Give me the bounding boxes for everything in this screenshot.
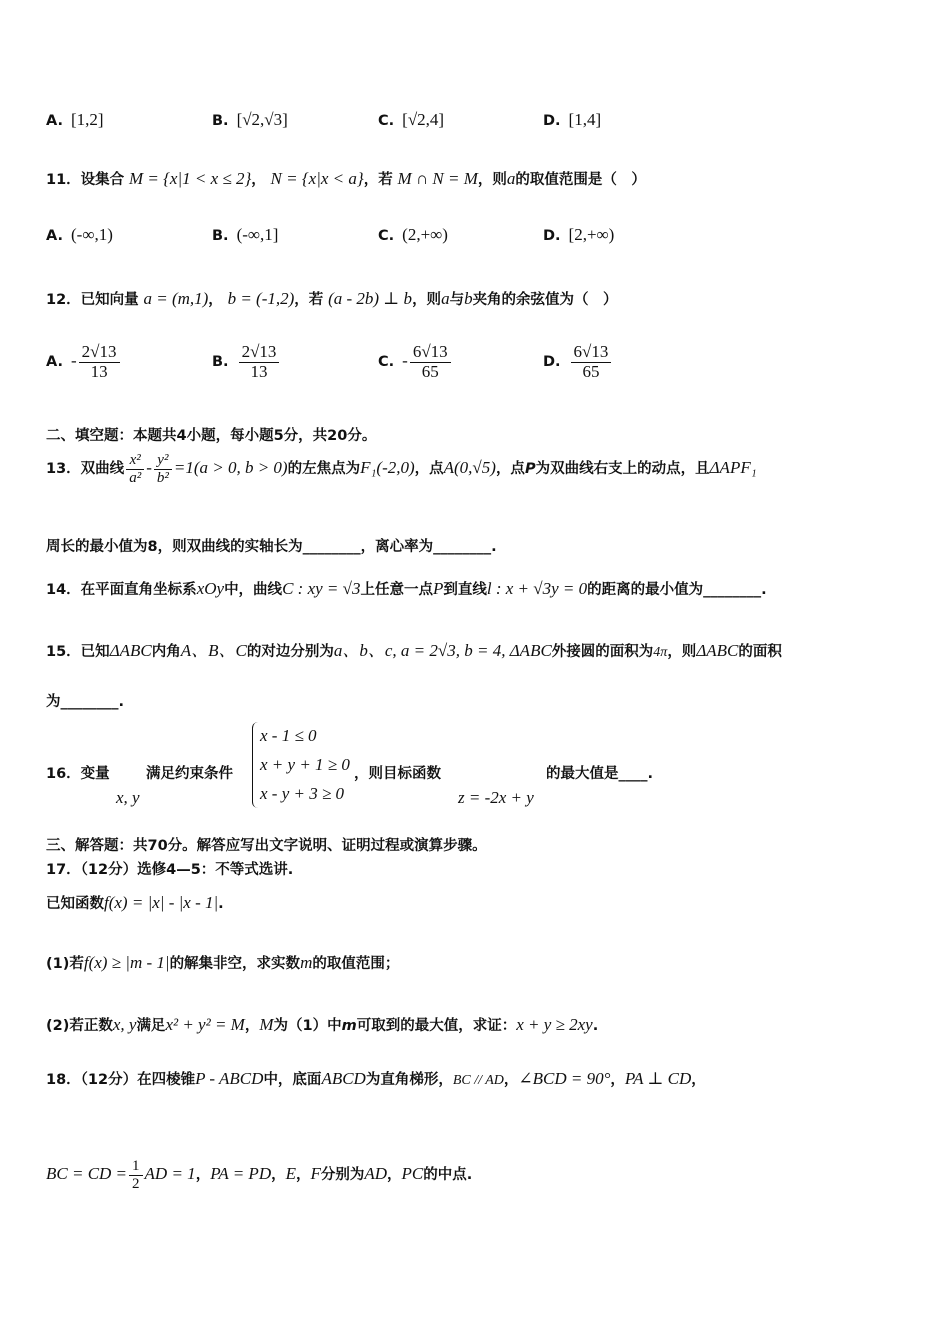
numerator: 6√13	[571, 343, 612, 363]
stem-text: ，点	[414, 461, 444, 477]
option-value: [1,4]	[568, 110, 602, 129]
stem-text: 的左焦点为	[287, 461, 361, 477]
stem-text: ，则	[477, 172, 507, 188]
q13-line-2: 周长的最小值为8，则双曲线的实轴长为________，离心率为________.	[46, 539, 497, 555]
stem-text: .	[218, 896, 224, 912]
coordinate-system: xOy	[196, 579, 225, 598]
fraction-x	[126, 452, 144, 486]
q16-variables: x, y	[116, 788, 140, 807]
separator: ，	[610, 1072, 625, 1088]
separator: ，	[271, 1167, 286, 1183]
half-fraction	[129, 1158, 143, 1192]
stem-text: 的对边分别为	[246, 644, 334, 660]
minus-sign: -	[146, 458, 152, 477]
point-f: F	[310, 1164, 321, 1183]
stem-text: ，若	[294, 292, 324, 308]
line-l: l : x + √3y = 0	[486, 579, 588, 598]
q16-number: 16．变量	[46, 766, 110, 782]
separator: ，	[208, 292, 223, 308]
inequality: x + y ≥ 2xy	[516, 1015, 593, 1034]
denominator: b²	[156, 469, 169, 486]
q10-option-c	[378, 110, 444, 130]
segment-pc: PC	[401, 1164, 424, 1183]
variable: a	[441, 289, 450, 308]
q15-stem	[46, 636, 910, 661]
stem-text: 的取值范围是（ ）	[515, 172, 646, 188]
part-label: (2)若正数	[46, 1018, 113, 1034]
stem-text: ，点	[495, 461, 525, 477]
option-label: C.	[378, 113, 395, 129]
numerator: 1	[129, 1158, 143, 1176]
point-p: P	[432, 579, 444, 598]
equation: =1(a > 0, b > 0)	[173, 458, 288, 477]
curve-c: C : xy = √3	[282, 579, 361, 598]
numerator: y²	[154, 452, 172, 470]
base: ABCD	[321, 1069, 366, 1088]
fraction-y	[154, 452, 172, 486]
option-label: D.	[543, 228, 561, 244]
separator: ，	[295, 1167, 311, 1183]
point-e: E	[285, 1164, 296, 1183]
numerator: 2√13	[79, 343, 120, 363]
option-label: A.	[46, 113, 63, 129]
q12-option-b	[212, 343, 281, 381]
q12-option-d	[543, 343, 613, 381]
stem-text: 外接圆的面积为	[551, 644, 654, 660]
variable: M	[259, 1015, 274, 1034]
set-m: M = {x|1 < x ≤ 2}	[128, 169, 252, 188]
option-value: [1,2]	[71, 110, 104, 129]
angle-condition: ∠BCD = 90°	[518, 1069, 611, 1088]
option-value: (-∞,1)	[71, 225, 113, 244]
option-label: A.	[46, 228, 63, 244]
angles: A、B、C	[180, 641, 247, 660]
stem-text: 分别为	[320, 1167, 365, 1183]
stem-text: 中，底面	[263, 1072, 322, 1088]
q16-text-3: 的最大值是____.	[546, 766, 654, 782]
option-label: B.	[212, 354, 229, 371]
option-value: (2,+∞)	[402, 225, 448, 244]
q11-option-d	[543, 225, 614, 245]
section-3-heading: 三、解答题：共70分。解答应写出文字说明、证明过程或演算步骤。	[46, 838, 487, 854]
part-label: (1)若	[46, 956, 84, 972]
area-value: 4π	[653, 645, 668, 660]
q18-line-2	[46, 1158, 910, 1192]
numerator: 6√13	[410, 343, 451, 363]
q10-option-d	[543, 110, 601, 130]
q12-number: 12．已知向量	[46, 292, 139, 308]
q16-text-2: ，则目标函数	[354, 766, 441, 782]
sides: a、b、c, a = 2√3, b = 4, ΔABC	[333, 641, 552, 660]
option-label: D.	[543, 354, 561, 371]
stem-text: 的中点.	[423, 1167, 473, 1183]
function-f: f(x) = |x| - |x - 1|	[104, 893, 219, 912]
option-sign: -	[71, 351, 77, 371]
option-fraction	[571, 343, 612, 381]
q16-text-1: 满足约束条件	[146, 766, 233, 782]
q12-option-c	[378, 343, 453, 381]
denominator: 65	[421, 361, 439, 381]
segment-ad: AD	[364, 1164, 388, 1183]
q11-number: 11．设集合	[46, 172, 125, 188]
constraint-3: x - y + 3 ≥ 0	[260, 784, 345, 803]
pyramid: P - ABCD	[195, 1069, 264, 1088]
point-a: A(0,√5)	[443, 458, 496, 477]
constraint-1: x - 1 ≤ 0	[260, 726, 317, 745]
stem-text: ，则	[412, 292, 442, 308]
stem-text: 为直角梯形，	[365, 1072, 453, 1088]
stem-text: ，若	[363, 172, 393, 188]
triangle: ΔAPF₁	[709, 458, 757, 477]
q11-stem	[46, 168, 910, 189]
stem-text: .	[592, 1018, 599, 1034]
stem-text: 为（1）中	[273, 1018, 342, 1034]
perpendicular-condition: PA ⊥ CD	[624, 1069, 692, 1088]
q18-stem	[46, 1068, 910, 1089]
stem-text: 到直线	[443, 582, 487, 598]
option-label: C.	[378, 354, 395, 371]
q10-option-a	[46, 110, 104, 130]
option-label: D.	[543, 113, 561, 129]
stem-text: 的解集非空，求实数	[169, 956, 301, 972]
q13-number: 13．双曲线	[46, 461, 125, 477]
condition: M ∩ N = M	[397, 169, 478, 188]
stem-text: 与	[449, 292, 465, 308]
separator: ，	[195, 1167, 211, 1183]
stem-text: 已知函数	[46, 896, 104, 912]
option-value: [√2,√3]	[236, 110, 288, 129]
set-n: N = {x|x < a}	[270, 169, 364, 188]
stem-text: 满足	[136, 1018, 166, 1034]
stem-text: 夹角的余弦值为（ ）	[472, 292, 618, 308]
point-p: P	[524, 461, 536, 477]
q17-part-1	[46, 952, 910, 973]
separator: ，	[503, 1072, 519, 1088]
denominator: 2	[132, 1175, 140, 1192]
option-value: [√2,4]	[402, 110, 445, 129]
equation-left: BC = CD =	[46, 1164, 128, 1183]
q17-part-2	[46, 1014, 910, 1035]
equation-right: AD = 1	[144, 1164, 196, 1183]
variable: a	[506, 169, 516, 188]
q12-stem	[46, 288, 910, 309]
option-label: C.	[378, 228, 395, 244]
separator: ，	[691, 1072, 706, 1088]
option-label: B.	[212, 113, 229, 129]
denominator: 13	[90, 361, 108, 381]
condition: (a - 2b) ⊥ b	[328, 289, 413, 308]
variable: m	[300, 953, 313, 972]
variables: x, y	[112, 1015, 137, 1034]
numerator: x²	[126, 452, 144, 470]
q13-stem	[46, 452, 910, 486]
q17-title: 17．（12分）选修4—5：不等式选讲.	[46, 862, 294, 878]
variable: m	[341, 1018, 357, 1034]
variable: b	[464, 289, 473, 308]
q11-option-b	[212, 225, 278, 245]
denominator: a²	[129, 469, 142, 486]
inequality: f(x) ≥ |m - 1|	[83, 953, 170, 972]
stem-text: 中，曲线	[224, 582, 283, 598]
triangle: ΔABC	[696, 641, 739, 660]
stem-text: 的面积	[738, 644, 782, 660]
stem-text: 为双曲线右支上的动点，且	[535, 461, 710, 477]
triangle: ΔABC	[109, 641, 152, 660]
stem-text: 的取值范围；	[312, 956, 400, 972]
equation: PA = PD	[210, 1164, 272, 1183]
q18-number: 18．（12分）在四棱锥	[46, 1072, 196, 1088]
option-sign: -	[402, 351, 408, 371]
separator: ，	[251, 172, 266, 188]
stem-text: 的距离的最小值为________.	[587, 582, 767, 598]
q15-number: 15．已知	[46, 644, 110, 660]
option-value: [2,+∞)	[568, 225, 615, 244]
q14-number: 14．在平面直角坐标系	[46, 582, 197, 598]
option-fraction	[79, 343, 120, 381]
equation: x² + y² = M	[165, 1015, 245, 1034]
separator: ，	[244, 1018, 260, 1034]
option-value: (-∞,1]	[236, 225, 279, 244]
denominator: 65	[582, 361, 600, 381]
option-fraction	[239, 343, 280, 381]
q14-stem	[46, 578, 910, 599]
option-fraction	[410, 343, 451, 381]
stem-text: ，则	[667, 644, 697, 660]
q12-option-a	[46, 343, 122, 381]
separator: ，	[387, 1167, 402, 1183]
vector-b: b = (-1,2)	[227, 289, 295, 308]
constraint-2: x + y + 1 ≥ 0	[260, 755, 350, 774]
section-2-heading: 二、填空题：本题共4小题，每小题5分，共20分。	[46, 428, 377, 444]
q11-option-a	[46, 225, 113, 245]
numerator: 2√13	[239, 343, 280, 363]
stem-text: 内角	[151, 644, 181, 660]
q15-line-2: 为________.	[46, 694, 125, 710]
parallel-condition: BC // AD	[452, 1073, 504, 1088]
option-label: B.	[212, 228, 229, 244]
q11-option-c	[378, 225, 448, 245]
denominator: 13	[250, 361, 268, 381]
q17-given	[46, 892, 910, 913]
option-label: A.	[46, 354, 63, 371]
q10-option-b	[212, 110, 288, 130]
vector-a: a = (m,1)	[143, 289, 209, 308]
stem-text: 可取到的最大值，求证：	[356, 1018, 517, 1034]
focus-point: F₁(-2,0)	[360, 458, 415, 477]
stem-text: 上任意一点	[360, 582, 433, 598]
objective-function: z = -2x + y	[458, 788, 534, 807]
